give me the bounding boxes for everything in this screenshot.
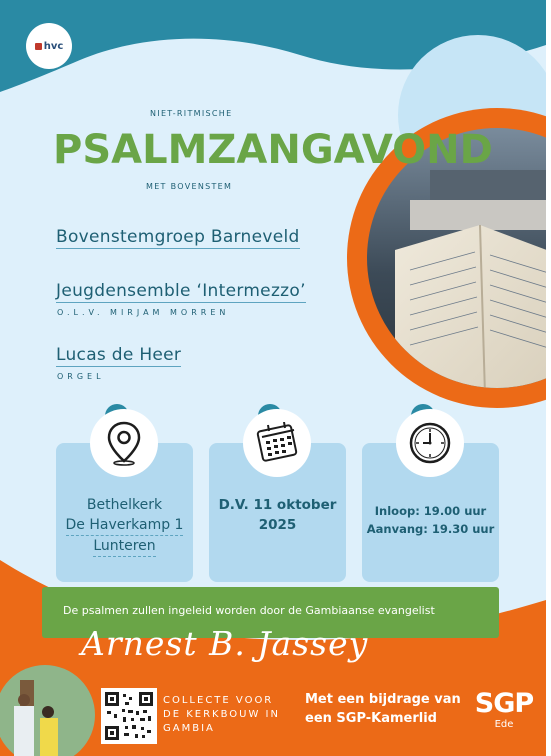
collecte-line-2: DE KERKBOUW IN (163, 709, 280, 720)
clock-icon-circle (396, 409, 464, 477)
pre-title: NIET-RITMISCHE (150, 109, 233, 118)
clock-icon (408, 421, 452, 465)
hvc-logo-text: hvc (43, 40, 64, 52)
hvc-logo-icon (35, 43, 42, 50)
collecte-text (163, 694, 280, 736)
time-text (362, 502, 499, 538)
speaker-name: Arnest B. Jassey (81, 624, 369, 663)
performer-2-sub: O.L.V. MIRJAM MORREN (57, 308, 230, 317)
contribution-text (305, 690, 461, 728)
speaker-banner-text: De psalmen zullen ingeleid worden door de Gambiaanse evangelist (63, 604, 435, 617)
performer-2: Jeugdensemble ‘Intermezzo’ (56, 281, 306, 301)
qr-code (101, 688, 157, 744)
time-line-2: Aanvang: 19.30 uur (366, 522, 495, 536)
qr-code-icon (105, 692, 153, 740)
date-text (209, 495, 346, 535)
contribution-line-2: een SGP-Kamerlid (305, 711, 437, 726)
location-line-2: De Haverkamp 1 (66, 515, 184, 536)
performer-1: Bovenstemgroep Barneveld (56, 227, 300, 247)
collecte-line-1: COLLECTE VOOR (163, 695, 274, 706)
performer-3-sub: ORGEL (57, 372, 105, 381)
sgp-logo (470, 689, 538, 731)
location-text (56, 495, 193, 557)
sgp-branch: Ede (494, 719, 514, 730)
hvc-logo (26, 23, 72, 69)
location-line-1: Bethelkerk (86, 497, 163, 513)
contribution-line-1: Met een bijdrage van (305, 692, 461, 707)
location-line-3: Lunteren (93, 536, 155, 557)
date-line-2: 2025 (258, 517, 297, 533)
sgp-logo-text: SGP (474, 688, 534, 719)
location-pin-icon (104, 420, 144, 466)
location-icon-circle (90, 409, 158, 477)
calendar-icon (254, 422, 300, 464)
performer-3: Lucas de Heer (56, 345, 182, 365)
page-title: PSALMZANGAVOND (53, 127, 493, 173)
time-line-1: Inloop: 19.00 uur (374, 504, 487, 518)
collecte-line-3: GAMBIA (163, 723, 215, 734)
date-line-1: D.V. 11 oktober (218, 497, 337, 513)
calendar-icon-circle (243, 409, 311, 477)
post-title: MET BOVENSTEM (146, 182, 233, 191)
